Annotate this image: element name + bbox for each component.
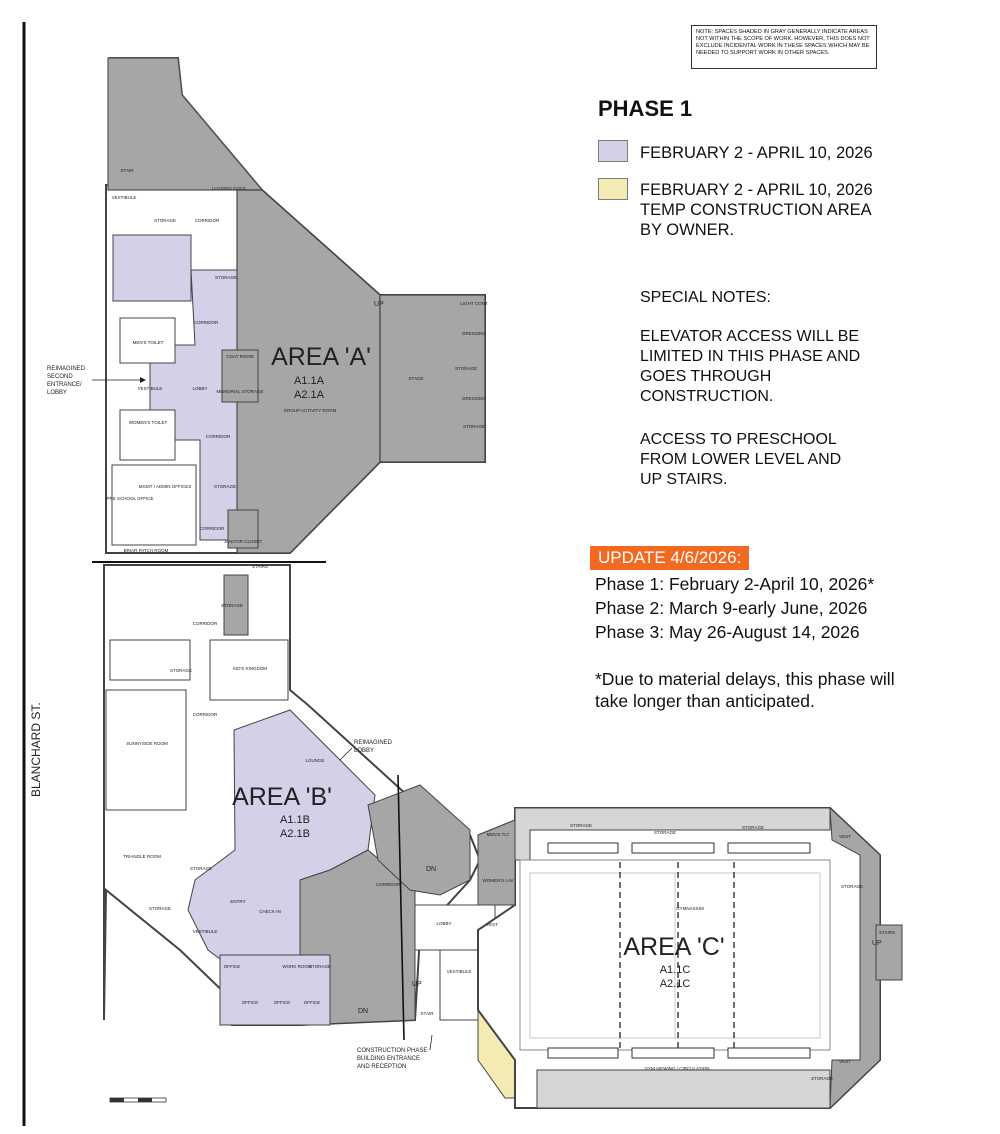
up-mark-c: UP	[872, 940, 882, 947]
svg-text:REIMAGINED: REIMAGINED	[47, 366, 86, 372]
area-a-name: AREA 'A'	[271, 343, 371, 371]
svg-text:VEST: VEST	[839, 1059, 851, 1064]
svg-text:STORAGE: STORAGE	[190, 866, 212, 871]
legend-line: FEBRUARY 2 - APRIL 10, 2026	[640, 181, 873, 199]
update-phase-1: Phase 1: February 2-April 10, 2026*	[595, 574, 875, 594]
update-phase-2: Phase 2: March 9-early June, 2026	[595, 598, 868, 618]
area-a-sheet-2: A2.1A	[294, 389, 324, 401]
svg-text:STORAGE: STORAGE	[570, 823, 592, 828]
svg-text:CORRIDOR: CORRIDOR	[192, 712, 218, 717]
construction-entrance-callout	[357, 1035, 432, 1070]
room-label: CORRIDOR	[205, 434, 231, 439]
svg-text:LOBBY: LOBBY	[47, 390, 68, 396]
svg-text:VESTIBULE: VESTIBULE	[192, 929, 218, 934]
room-label: JANITOR CLOSET	[223, 539, 263, 544]
svg-text:STAIR: STAIR	[420, 1011, 434, 1016]
special-note-2: ACCESS TO PRESCHOOL FROM LOWER LEVEL AND UP STAIRS.	[640, 431, 842, 488]
svg-text:REIMAGINED: REIMAGINED	[354, 740, 393, 746]
room-label: STAIR	[120, 168, 134, 173]
room-label: DRESSING	[462, 396, 486, 401]
svg-text:ENTRY: ENTRY	[230, 899, 246, 904]
legend-item-1	[640, 143, 873, 163]
svg-text:CORRIDOR: CORRIDOR	[375, 882, 401, 887]
area-b-sheet-1: A1.1B	[280, 814, 310, 826]
area-b-sheet-2: A2.1B	[280, 828, 310, 840]
area-a-toilet-2	[120, 410, 175, 460]
room-label: CORRIDOR	[194, 218, 220, 223]
area-a-sheet-1: A1.1A	[294, 375, 324, 387]
room-label: LIGHT CONT	[460, 301, 488, 306]
svg-text:VEST: VEST	[839, 834, 851, 839]
svg-text:GYM VIEWING / CIRCULATION: GYM VIEWING / CIRCULATION	[644, 1066, 710, 1071]
room-label: STORAGE	[463, 424, 485, 429]
room-label: PRE SCHOOL OFFICE	[106, 496, 154, 501]
room-label: WOMEN'S TOILET	[128, 420, 168, 425]
room-label: VESTIBULE	[137, 386, 163, 391]
svg-text:OFFICE: OFFICE	[241, 1000, 259, 1005]
room-label: MGMT / ADMIN OFFICES	[138, 484, 192, 489]
room-label: MEN'S TOILET	[132, 340, 164, 345]
scope-note: NOTE: SPACES SHADED IN GRAY GENERALLY INDICATE AREAS NOT WITHIN THE SCOPE OF WORK. HOWEVER, THIS DOES NOT EXCLUDE INCIDENTAL WORK IN THESE SPACES WHICH MAY BE NEEDED TO SUPPORT WORK IN OTHER SPACES.	[691, 25, 877, 69]
update-badge: UPDATE 4/6/2026:	[590, 546, 749, 570]
svg-text:STAIRS: STAIRS	[252, 564, 268, 569]
update-phase-3: Phase 3: May 26-August 14, 2026	[595, 622, 860, 642]
svg-text:LOUNGE: LOUNGE	[305, 758, 325, 763]
room-label: STORAGE	[214, 484, 236, 489]
svg-text:OFFICE: OFFICE	[303, 1000, 321, 1005]
svg-text:LOBBY: LOBBY	[436, 921, 452, 926]
svg-text:TRIANGLE ROOM: TRIANGLE ROOM	[123, 854, 161, 859]
svg-text:STORAGE: STORAGE	[811, 1076, 833, 1081]
area-c-name: AREA 'C'	[623, 933, 725, 961]
svg-text:STORAGE: STORAGE	[149, 906, 171, 911]
legend-line: TEMP CONSTRUCTION AREA	[640, 201, 872, 219]
svg-text:GYMNASIUM: GYMNASIUM	[676, 906, 704, 911]
svg-text:MEN'S TLT: MEN'S TLT	[486, 832, 510, 837]
svg-text:VEST: VEST	[486, 922, 498, 927]
gym-surround-gray-s	[537, 1070, 830, 1108]
svg-text:STORAGE: STORAGE	[841, 884, 863, 889]
area-a-offices	[112, 465, 196, 545]
scale-bar	[110, 1098, 166, 1102]
up-mark-b: UP	[412, 981, 422, 988]
area-c-sheet-2: A2.1C	[659, 978, 691, 990]
room-label: MEMORIAL STORAGE	[216, 389, 264, 394]
room-label: STAGE	[408, 376, 424, 381]
svg-text:SUNNYSIDE ROOM: SUNNYSIDE ROOM	[126, 741, 168, 746]
svg-text:AND RECEPTION: AND RECEPTION	[357, 1064, 407, 1070]
phase-title: PHASE 1	[598, 96, 693, 121]
svg-text:SECOND: SECOND	[47, 374, 73, 380]
svg-text:BUILDING ENTRANCE: BUILDING ENTRANCE	[357, 1056, 421, 1062]
room-label: LOADING DOCK	[211, 186, 247, 191]
restroom-block	[110, 640, 190, 680]
svg-text:OFFICE: OFFICE	[223, 964, 241, 969]
area-a-purple-room	[113, 235, 191, 301]
svg-text:STORAGE: STORAGE	[654, 830, 676, 835]
stage-gray	[380, 295, 488, 462]
svg-text:LOBBY: LOBBY	[354, 748, 375, 754]
svg-text:CONSTRUCTION PHASE: CONSTRUCTION PHASE	[357, 1048, 428, 1054]
update-footnote: *Due to material delays, this phase will take longer than anticipated.	[595, 669, 895, 711]
special-note-1: ELEVATOR ACCESS WILL BE LIMITED IN THIS PHASE AND GOES THROUGH CONSTRUCTION.	[640, 328, 861, 405]
room-label: CORRIDOR	[193, 320, 219, 325]
room-label: BRIAR PATCH ROOM	[123, 548, 169, 553]
svg-text:WORK ROOM: WORK ROOM	[282, 964, 312, 969]
area-c-sheet-1: A1.1C	[659, 964, 691, 976]
room-label: VESTIBULE	[111, 195, 137, 200]
dn-mark: DN	[426, 866, 437, 873]
svg-text:ENTRANCE/: ENTRANCE/	[47, 382, 82, 388]
legend-swatch-yellow	[598, 178, 628, 200]
svg-text:VESTIBULE: VESTIBULE	[446, 969, 472, 974]
legend-item-2	[640, 180, 873, 240]
area-b-name: AREA 'B'	[232, 783, 332, 811]
legend-line: FEBRUARY 2 - APRIL 10, 2026	[640, 144, 873, 162]
svg-text:STORAGE: STORAGE	[221, 603, 243, 608]
svg-text:STORAGE: STORAGE	[309, 964, 331, 969]
room-label: GROUP ACTIVITY ROOM	[283, 408, 337, 413]
room-label: CORRIDOR	[199, 526, 225, 531]
room-label: STORAGE	[215, 275, 237, 280]
legend-line: BY OWNER.	[640, 221, 735, 239]
svg-text:STAIRS: STAIRS	[879, 930, 895, 935]
svg-text:KID'S KINGDOM: KID'S KINGDOM	[232, 666, 268, 671]
dn-mark-2: DN	[358, 1008, 369, 1015]
street-label: BLANCHARD ST.	[29, 702, 43, 797]
svg-text:CORRIDOR: CORRIDOR	[192, 621, 218, 626]
svg-text:WOMEN'S LAV: WOMEN'S LAV	[482, 878, 514, 883]
room-label: LOBBY	[192, 386, 208, 391]
room-label: STORAGE	[154, 218, 176, 223]
room-label: COAT ROOM	[226, 354, 254, 359]
vestibule-c-room	[440, 950, 480, 1020]
special-notes-heading: SPECIAL NOTES:	[640, 289, 771, 306]
legend-swatch-purple	[598, 140, 628, 162]
up-mark: UP	[374, 301, 384, 308]
svg-text:OFFICE: OFFICE	[273, 1000, 291, 1005]
room-label: DRESSING	[462, 331, 486, 336]
svg-text:STORAGE: STORAGE	[742, 825, 764, 830]
room-label: STORAGE	[455, 366, 477, 371]
svg-text:CHECK-IN: CHECK-IN	[259, 909, 281, 914]
sunnyside-room	[106, 690, 186, 810]
svg-text:STORAGE: STORAGE	[170, 668, 192, 673]
